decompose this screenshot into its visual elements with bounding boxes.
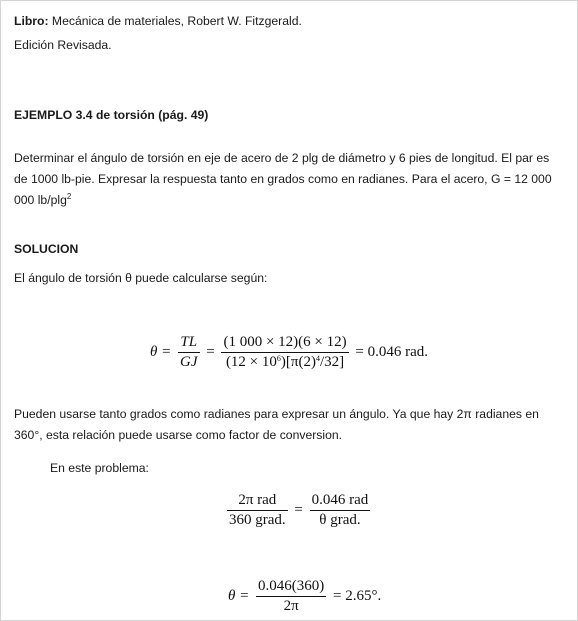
eq2-fraction-left [227,492,288,529]
book-value: Mecánica de materiales, Robert W. Fitzgerald. [48,14,302,28]
eq3-lhs: θ = [228,588,250,604]
edition-line: Edición Revisada. [14,38,112,52]
eq1-f2-numerator: (1 000 × 12)(6 × 12) [221,334,348,353]
book-line [14,14,302,28]
eq2-fraction-right [310,492,371,529]
eq1-f1-numerator: TL [178,334,200,353]
equation-conversion [224,492,373,529]
eq1-fraction-numeric [221,334,348,371]
problem-statement-text: Determinar el ángulo de torsión en eje de acero de 2 plg de diámetro y 6 pies de longitud. El par es de 1000 lb-pie. Expresar la respuesta tanto en grados como en radianes. Para el acero, G = 12 000 000 lb/plg [14,151,552,207]
book-label: Libro: [14,14,49,28]
conversion-paragraph: Pueden usarse tanto grados como radianes para expresar un ángulo. Ya que hay 2π radianes en 360°, esta relación puede usarse como factor de conversion. [14,407,539,442]
eq1-lhs: θ = [150,344,172,360]
eq1-equals: = [206,344,215,360]
eq1-f2-denominator [221,353,348,371]
eq2-f1-numerator: 2π rad [227,492,288,511]
eq3-fraction [256,578,326,615]
solution-intro: El ángulo de torsión θ puede calcularse según: [14,271,268,285]
eq3-numerator: 0.046(360) [256,578,326,597]
units-exponent: 2 [66,192,72,201]
eq3-denominator: 2π [283,598,299,614]
eq1-f1-denominator: GJ [180,354,198,370]
eq2-f1-denominator: 360 grad. [229,512,286,528]
equation-torsion-angle [150,334,428,371]
eq1-den-part-b: )[π(2) [280,354,316,370]
equation-degrees [228,578,381,615]
eq2-f2-numerator: 0.046 rad [310,492,371,511]
eq1-den-part-c: /32] [319,354,345,370]
problem-label: En este problema: [50,461,149,475]
eq3-result: = 2.65°. [333,588,382,604]
eq1-den-part-a: (12 × 10 [225,354,277,370]
problem-statement [14,148,566,211]
example-title: EJEMPLO 3.4 de torsión (pág. 49) [14,108,209,122]
solution-heading: SOLUCION [14,242,79,256]
eq2-equals: = [294,502,303,518]
eq1-result: = 0.046 rad. [355,344,428,360]
eq1-den-exp1: 6 [276,354,281,363]
eq2-f2-denominator: θ grad. [319,512,361,528]
eq1-den-exp2: 4 [315,354,320,363]
eq1-fraction-tl-gj [178,334,200,371]
